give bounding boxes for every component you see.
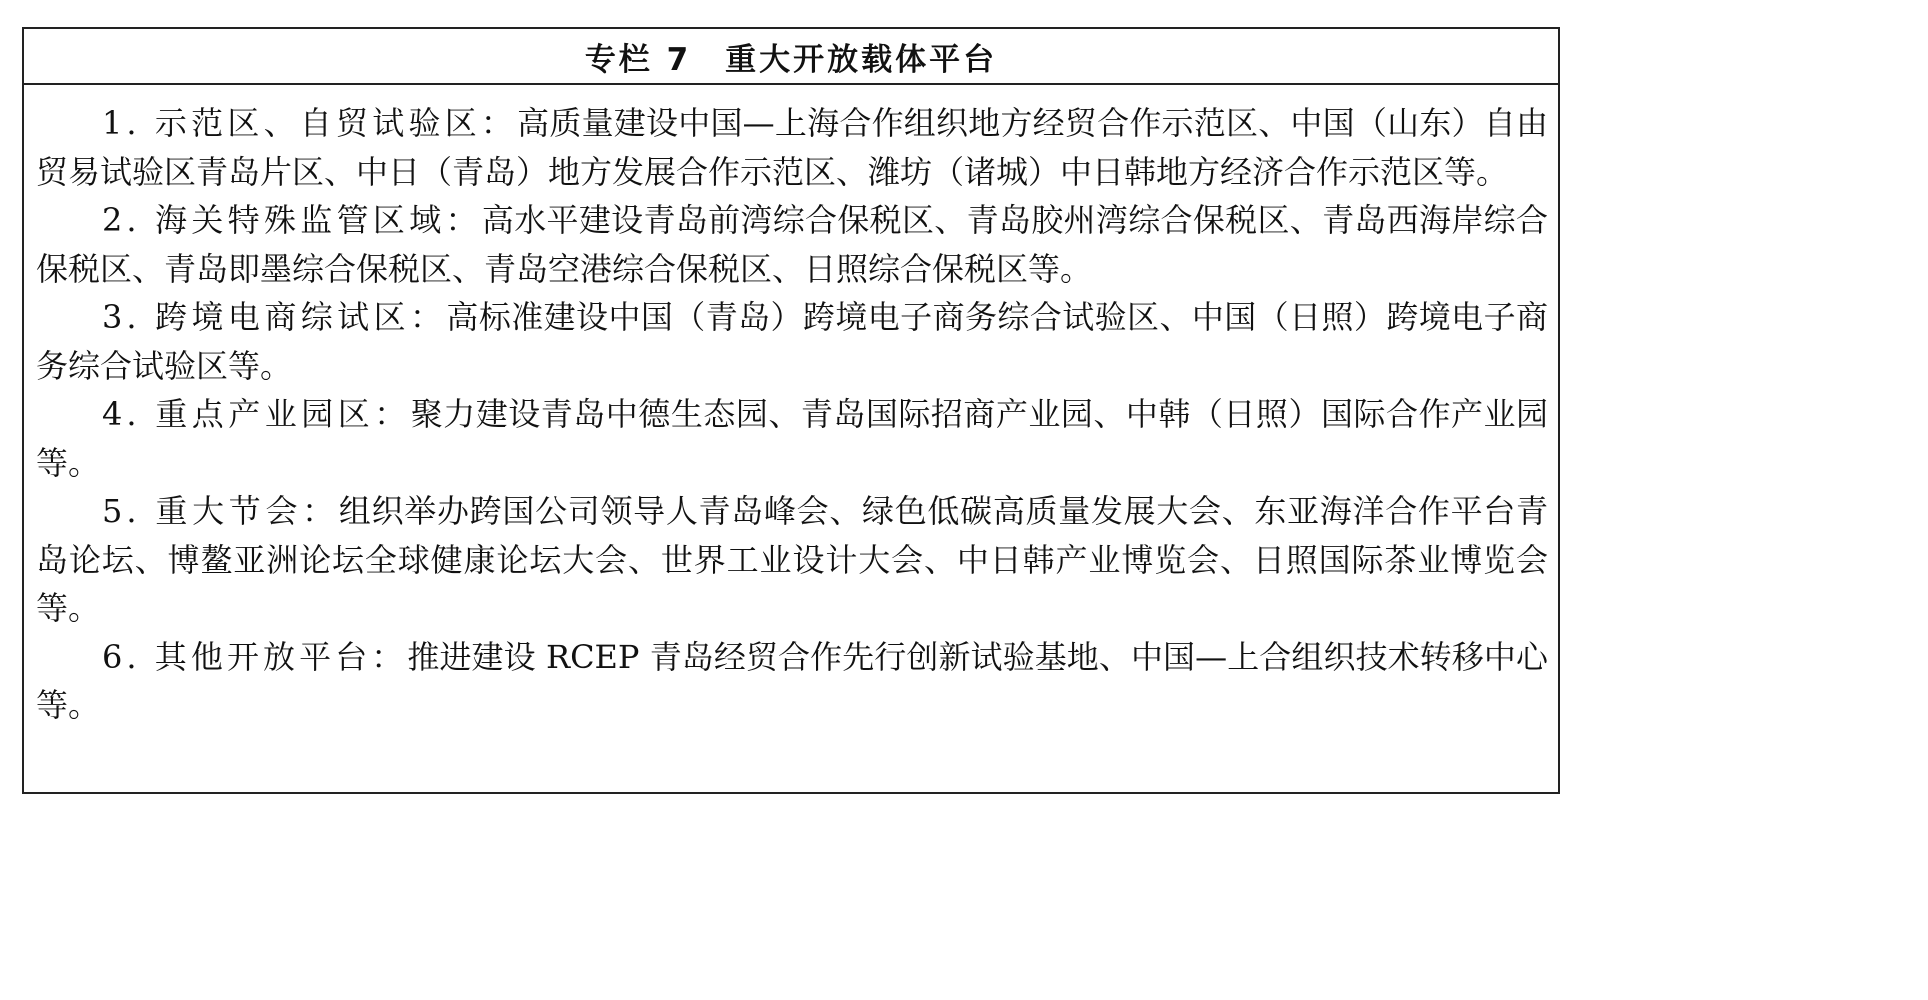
list-item [36, 293, 1548, 390]
item-text: 高水平建设青岛前湾综合保税区、青岛胶州湾综合保税区、青岛西海岸综合保税区、青岛即墨综合保税区、青岛空港综合保税区、日照综合保税区等。 [36, 201, 1548, 288]
list-item [36, 633, 1548, 730]
item-heading: 6. 其他开放平台： [102, 637, 408, 676]
column-title-bar [24, 29, 1558, 85]
list-item [36, 196, 1548, 293]
column-box [22, 27, 1560, 794]
item-text: 推进建设 RCEP 青岛经贸合作先行创新试验基地、中国—上合组织技术转移中心等。 [36, 637, 1548, 724]
column-body [24, 85, 1558, 730]
item-heading: 2. 海关特殊监管区域： [102, 201, 482, 239]
column-title: 专栏 7 重大开放载体平台 [584, 41, 998, 78]
list-item [36, 99, 1548, 196]
item-heading: 3. 跨境电商综试区： [102, 298, 447, 336]
item-text: 组织举办跨国公司领导人青岛峰会、绿色低碳高质量发展大会、东亚海洋合作平台青岛论坛、博鳌亚洲论坛全球健康论坛大会、世界工业设计大会、中日韩产业博览会、日照国际茶业博览会等。 [36, 492, 1548, 627]
list-item [36, 390, 1548, 487]
item-text: 聚力建设青岛中德生态园、青岛国际招商产业园、中韩（日照）国际合作产业园等。 [36, 395, 1548, 482]
item-text: 高质量建设中国—上海合作组织地方经贸合作示范区、中国（山东）自由贸易试验区青岛片区、中日（青岛）地方发展合作示范区、潍坊（诸城）中日韩地方经济合作示范区等。 [36, 104, 1548, 191]
item-heading: 5. 重大节会： [102, 492, 339, 530]
item-text: 高标准建设中国（青岛）跨境电子商务综合试验区、中国（日照）跨境电子商务综合试验区等。 [36, 298, 1548, 385]
list-item [36, 487, 1548, 633]
item-heading: 1. 示范区、自贸试验区： [102, 104, 518, 142]
item-heading: 4. 重点产业园区： [102, 395, 411, 433]
